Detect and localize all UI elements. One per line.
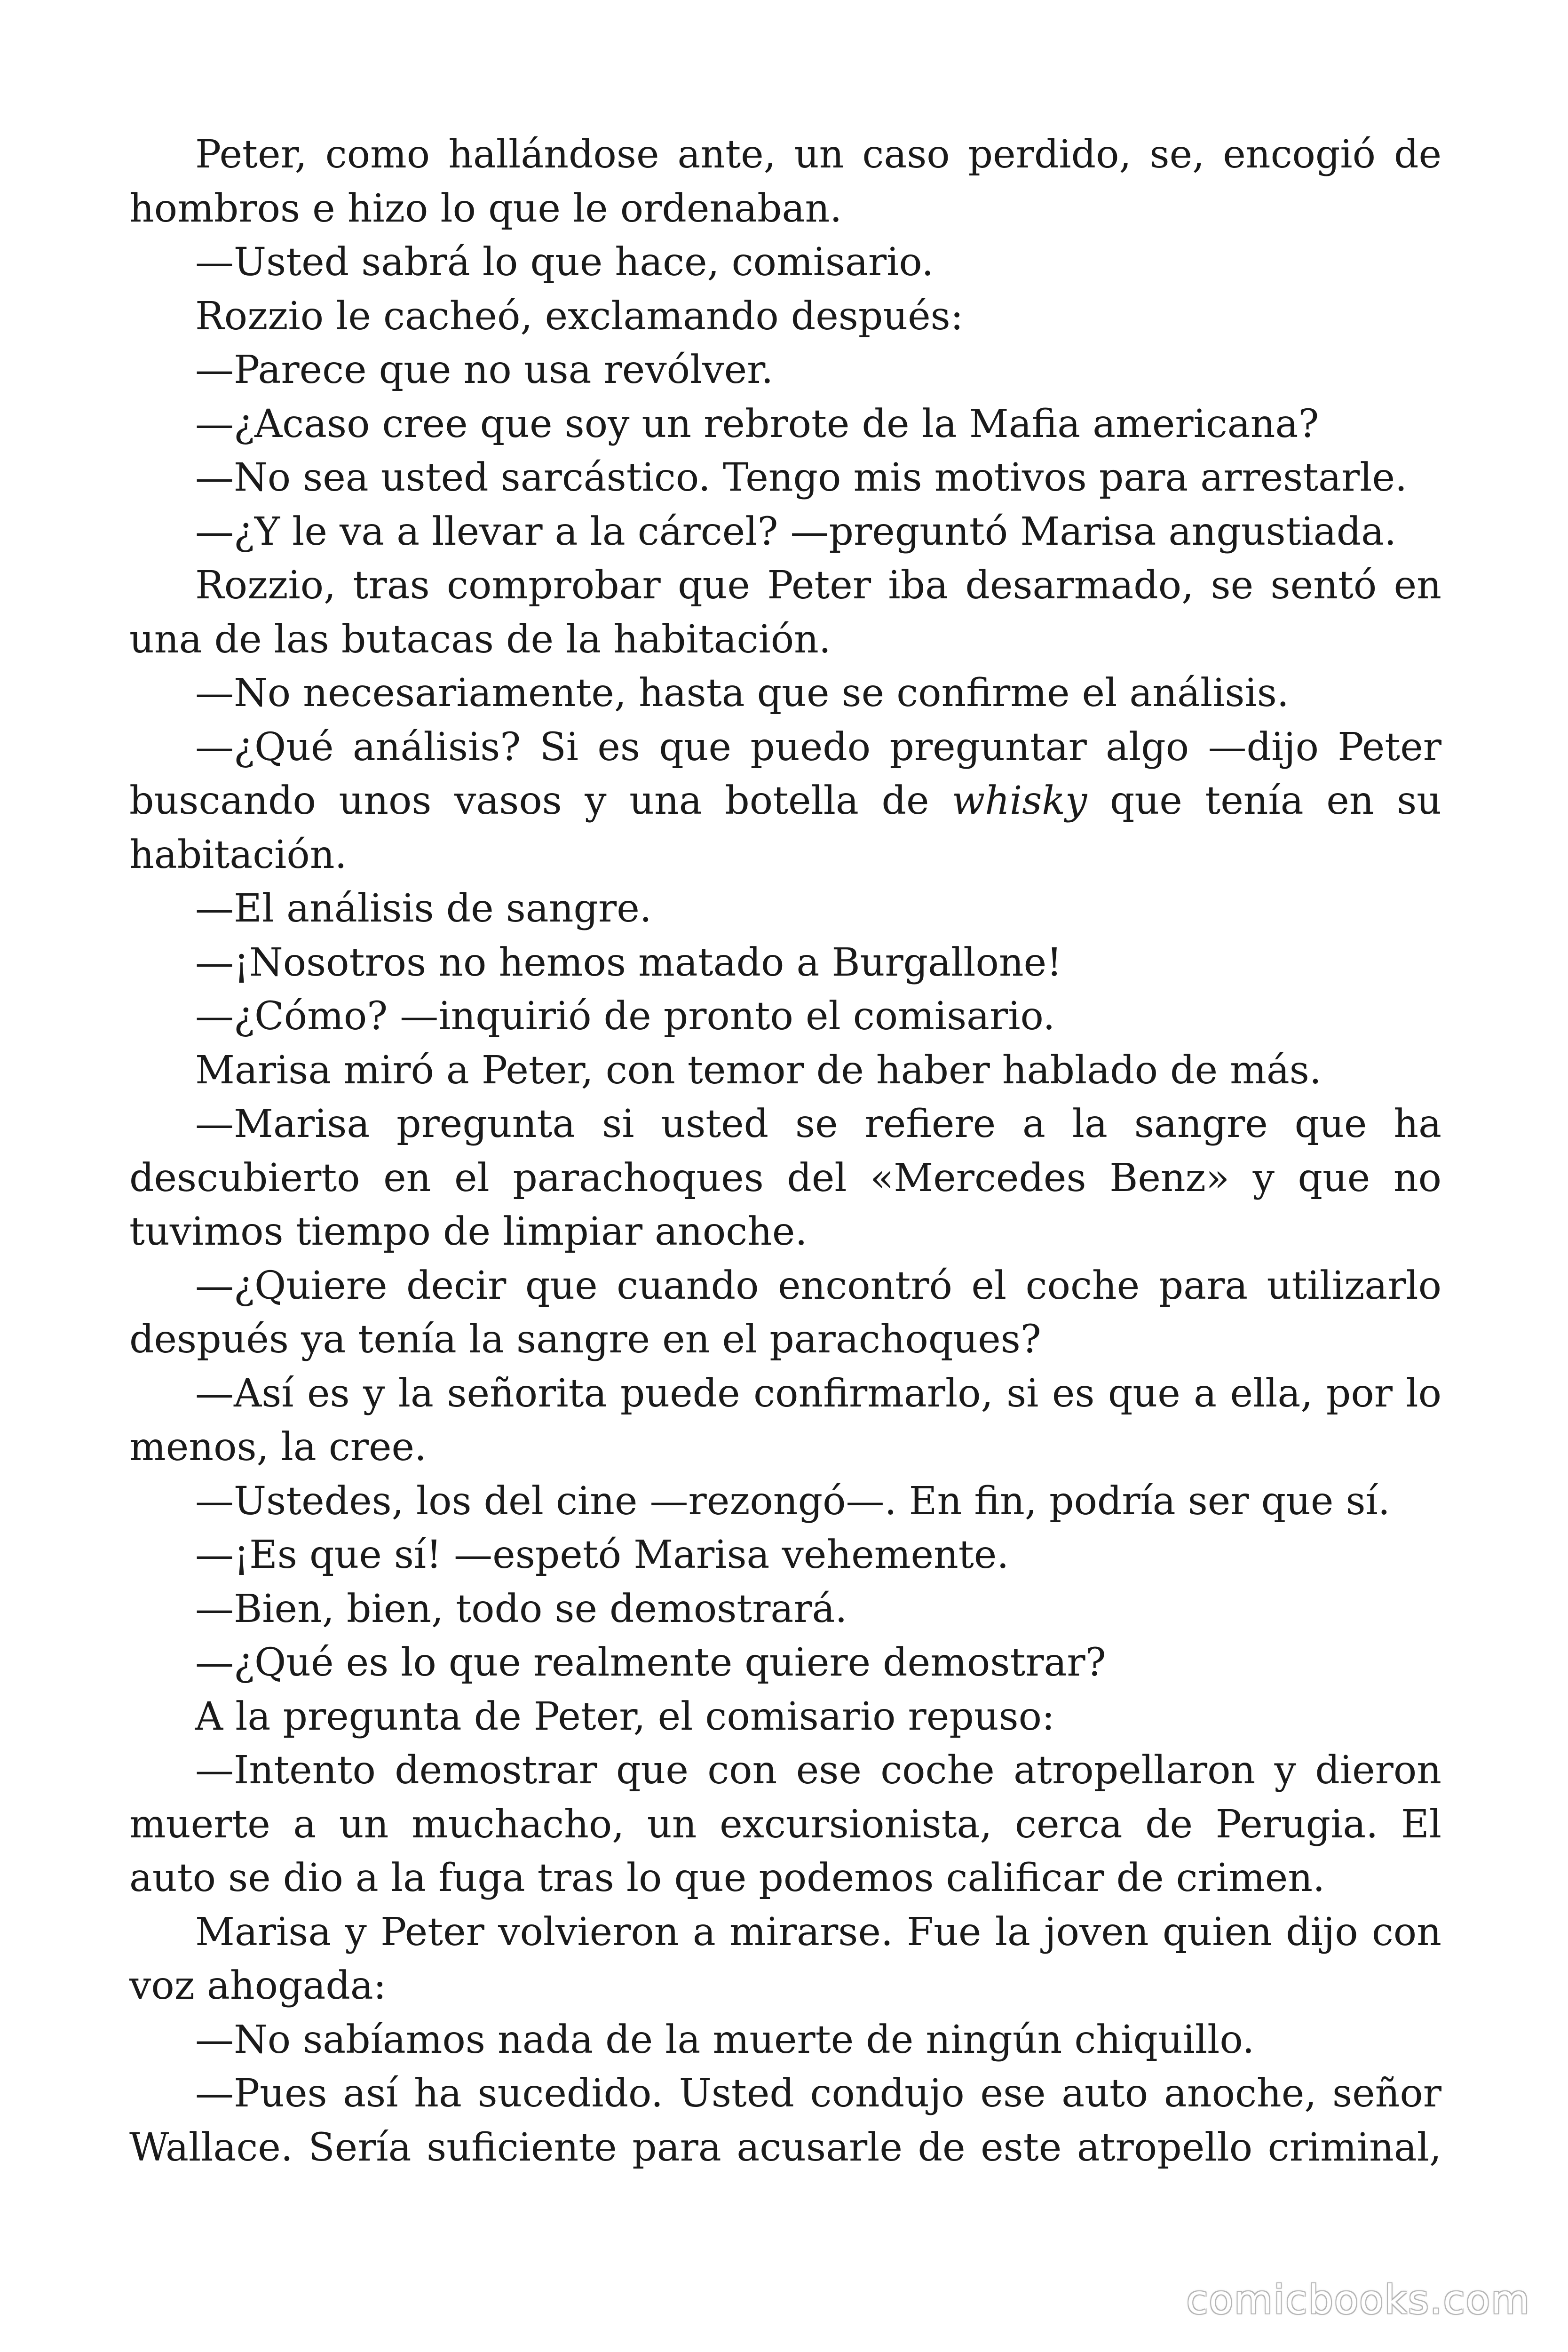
paragraph: Marisa y Peter volvieron a mirarse. Fue la joven quien dijo con voz ahogada: — [129, 1909, 1441, 2008]
paragraph — [129, 721, 1441, 882]
paragraph: —Pues así ha sucedido. Usted condujo ese auto anoche, señor Wallace. Sería suficiente para acusarle de este atropello criminal, — [129, 2071, 1441, 2170]
paragraph: —¿Y le va a llevar a la cárcel? —preguntó Marisa angustiada. — [195, 509, 1397, 554]
paragraph: —Así es y la señorita puede confirmarlo, si es que a ella, por lo menos, la cree. — [129, 1371, 1441, 1470]
page-text — [129, 128, 1441, 2175]
paragraph: —¿Cómo? —inquirió de pronto el comisario. — [195, 994, 1055, 1039]
paragraph: —Bien, bien, todo se demostrará. — [195, 1586, 847, 1631]
paragraph: —Marisa pregunta si usted se refiere a la sangre que ha descubierto en el parachoques del «Mercedes Benz» y que no tuvimos tiempo de limpiar anoche. — [129, 1102, 1441, 1254]
paragraph: —No necesariamente, hasta que se confirme el análisis. — [195, 671, 1289, 715]
paragraph: —¿Acaso cree que soy un rebrote de la Mafia americana? — [195, 401, 1319, 446]
paragraph: —Parece que no usa revólver. — [195, 348, 774, 392]
paragraph: —¡Es que sí! —espetó Marisa vehemente. — [195, 1533, 1009, 1577]
paragraph: —No sabíamos nada de la muerte de ningún chiquillo. — [195, 2017, 1255, 2062]
paragraph: —¿Qué es lo que realmente quiere demostrar? — [195, 1640, 1106, 1685]
paragraph-text: que tenía en su habitación. — [129, 779, 1441, 877]
paragraph: —¡Nosotros no hemos matado a Burgallone! — [195, 940, 1062, 985]
paragraph: —Ustedes, los del cine —rezongó—. En fin, podría ser que sí. — [195, 1478, 1390, 1524]
watermark: comicbooks.com — [1186, 2277, 1530, 2323]
paragraph: —¿Quiere decir que cuando encontró el coche para utilizarlo después ya tenía la sangre en el parachoques? — [129, 1263, 1441, 1362]
paragraph: —El análisis de sangre. — [195, 886, 652, 931]
paragraph: A la pregunta de Peter, el comisario repuso: — [195, 1694, 1055, 1739]
paragraph: Marisa miró a Peter, con temor de haber hablado de más. — [195, 1048, 1322, 1093]
paragraph-text: —¿Qué análisis? Si es que puedo preguntar algo —dijo Peter buscando unos vasos y una botella de — [129, 724, 1441, 823]
emphasis-text: whisky — [952, 779, 1087, 823]
paragraph: Rozzio le cacheó, exclamando después: — [195, 294, 964, 339]
paragraph: —No sea usted sarcástico. Tengo mis motivos para arrestarle. — [195, 455, 1408, 500]
paragraph: —Intento demostrar que con ese coche atropellaron y dieron muerte a un muchacho, un excursionista, cerca de Perugia. El auto se dio a la fuga tras lo que podemos calificar de crimen. — [129, 1748, 1441, 1900]
paragraph: —Usted sabrá lo que hace, comisario. — [195, 240, 934, 285]
paragraph: Peter, como hallándose ante, un caso perdido, se, encogió de hombros e hizo lo que le ordenaban. — [129, 132, 1441, 231]
paragraph: Rozzio, tras comprobar que Peter iba desarmado, se sentó en una de las butacas de la habitación. — [129, 563, 1441, 662]
